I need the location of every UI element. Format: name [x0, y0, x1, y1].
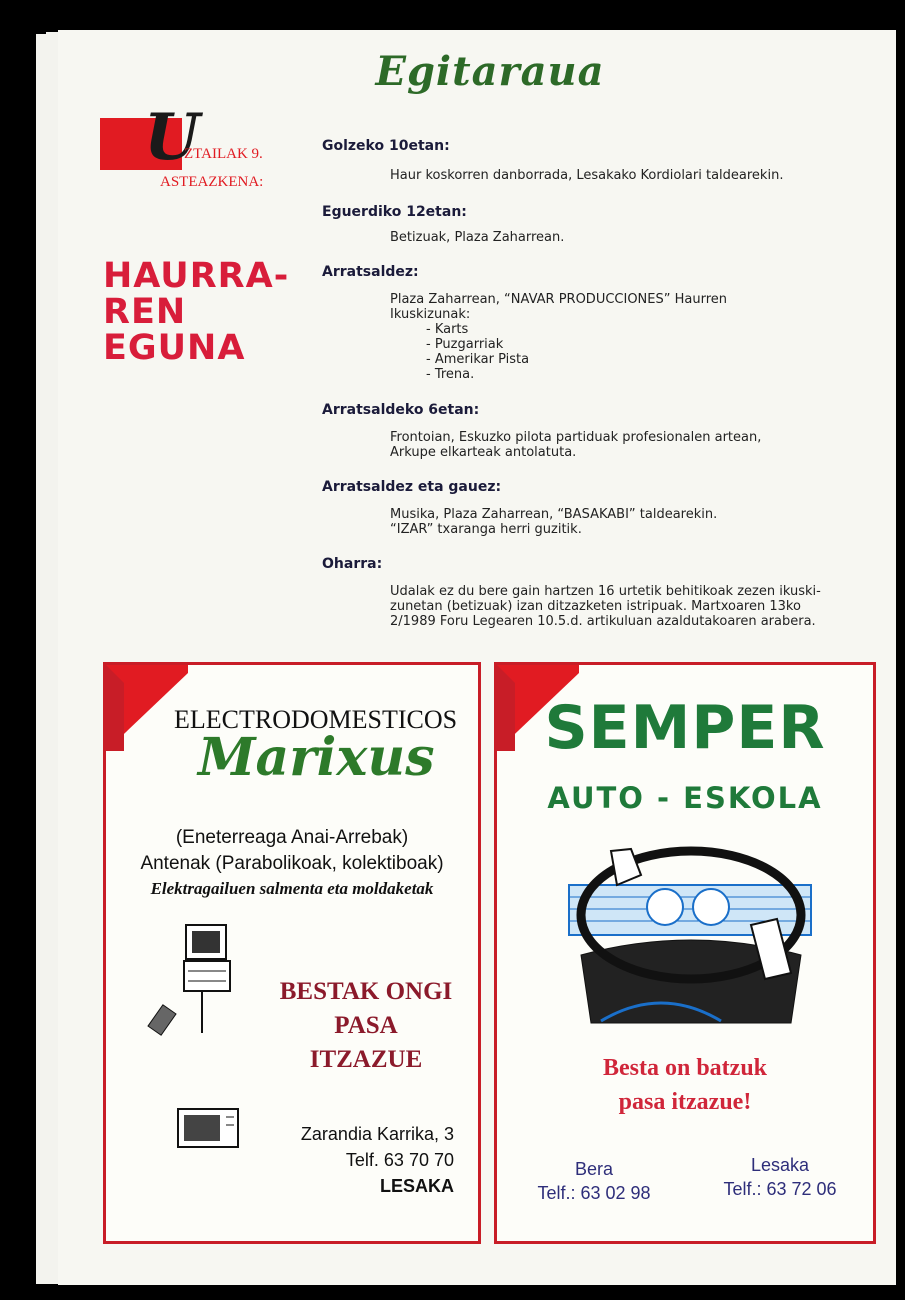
schedule-line: 2/1989 Foru Legearen 10.5.d. artikuluan azaldutakoaren arabera. [390, 614, 816, 629]
schedule-heading: Arratsaldeko 6etan: [322, 402, 480, 418]
day-title-line: REN [103, 292, 187, 332]
phone-number: Telf.: 63 02 98 [537, 1183, 651, 1203]
schedule-text: Betizuak, Plaza Zaharrean. [390, 230, 565, 245]
slogan [497, 1051, 873, 1119]
schedule-line: Udalak ez du bere gain hartzen 16 urtetik behitikoak zezen ikuski- [390, 584, 821, 599]
schedule-line: Plaza Zaharrean, “NAVAR PRODUCCIONES” Haurren [390, 292, 728, 307]
date-line-2: ASTEAZKENA: [160, 174, 264, 190]
slogan [256, 975, 476, 1077]
city: LESAKA [379, 1176, 454, 1196]
day-title [103, 258, 289, 366]
brand-logo: SEMPER [544, 693, 826, 763]
date-line-1: ZTAILAK 9. [184, 146, 263, 162]
microwave-icon [176, 1105, 242, 1151]
slogan-line: PASA [334, 1012, 398, 1039]
schedule-text [390, 507, 867, 537]
schedule-text [390, 430, 867, 460]
phone-bera [509, 1157, 679, 1205]
slogan-line: ITZAZUE [309, 1046, 423, 1073]
steering-wheel-icon [561, 845, 823, 1027]
slogan-line: Besta on batzuk [602, 1055, 768, 1081]
street-address: Zarandia Karrika, 3 [300, 1124, 454, 1144]
schedule-list-item: - Karts [426, 322, 469, 337]
phone-number: Telf.: 63 72 06 [723, 1179, 837, 1199]
address-block [301, 1121, 454, 1199]
schedule-heading: Eguerdiko 12etan: [322, 204, 467, 220]
services-line-italic: Elektragailuen salmenta eta moldaketak [150, 879, 434, 898]
schedule-line: Ikuskizunak: [390, 307, 471, 322]
schedule-item-4 [322, 402, 867, 460]
schedule-item-5 [322, 479, 867, 537]
schedule-heading: Arratsaldez: [322, 264, 419, 280]
schedule-line: “IZAR” txaranga herri guzitik. [390, 522, 582, 537]
schedule-list-item: - Trena. [426, 367, 475, 382]
slogan-line: BESTAK ONGI [279, 978, 453, 1005]
brand-logo: Marixus [198, 727, 435, 788]
schedule-list-item: - Puzgarriak [426, 337, 504, 352]
schedule-line: Arkupe elkarteak antolatuta. [390, 445, 577, 460]
day-title-line: EGUNA [103, 328, 246, 368]
schedule-line: Frontoian, Eskuzko pilota partiduak profesionalen artean, [390, 430, 762, 445]
phone-city: Bera [574, 1159, 614, 1179]
slogan-line: pasa itzazue! [618, 1089, 752, 1115]
tv-remote-icon [146, 921, 236, 1041]
phone-city: Lesaka [750, 1155, 810, 1175]
day-title-line: HAURRA- [103, 256, 290, 296]
schedule-heading: Arratsaldez eta gauez: [322, 479, 502, 495]
schedule-text [390, 292, 867, 382]
ad-semper [494, 662, 876, 1244]
schedule-line: zunetan (betizuak) izan ditzazketen istripuak. Martxoaren 13ko [390, 599, 801, 614]
date-initial: U [144, 100, 200, 175]
schedule-item-6 [322, 556, 867, 629]
ad-marixus [103, 662, 481, 1244]
phone-lesaka [695, 1153, 865, 1201]
shop-type: ELECTRODOMESTICOS [174, 705, 458, 734]
schedule-list-item: - Amerikar Pista [426, 352, 530, 367]
phone: Telf. 63 70 70 [345, 1150, 454, 1170]
brand-subtitle: AUTO - ESKOLA [547, 781, 823, 815]
schedule-text: Haur koskorren danborrada, Lesakako Kordiolari taldearekin. [390, 168, 784, 183]
schedule-heading: Golzeko 10etan: [322, 138, 450, 154]
schedule-item-1 [322, 138, 867, 183]
schedule-heading: Oharra: [322, 556, 383, 572]
schedule-item-2 [322, 204, 867, 245]
schedule-line: Musika, Plaza Zaharrean, “BASAKABI” taldearekin. [390, 507, 718, 522]
schedule-item-3 [322, 264, 867, 382]
company-name: (Eneterreaga Anai-Arrebak) [175, 827, 409, 848]
schedule-text [390, 584, 867, 629]
page-title: Egitaraua [375, 48, 605, 95]
services-line: Antenak (Parabolikoak, kolektiboak) [140, 853, 444, 874]
